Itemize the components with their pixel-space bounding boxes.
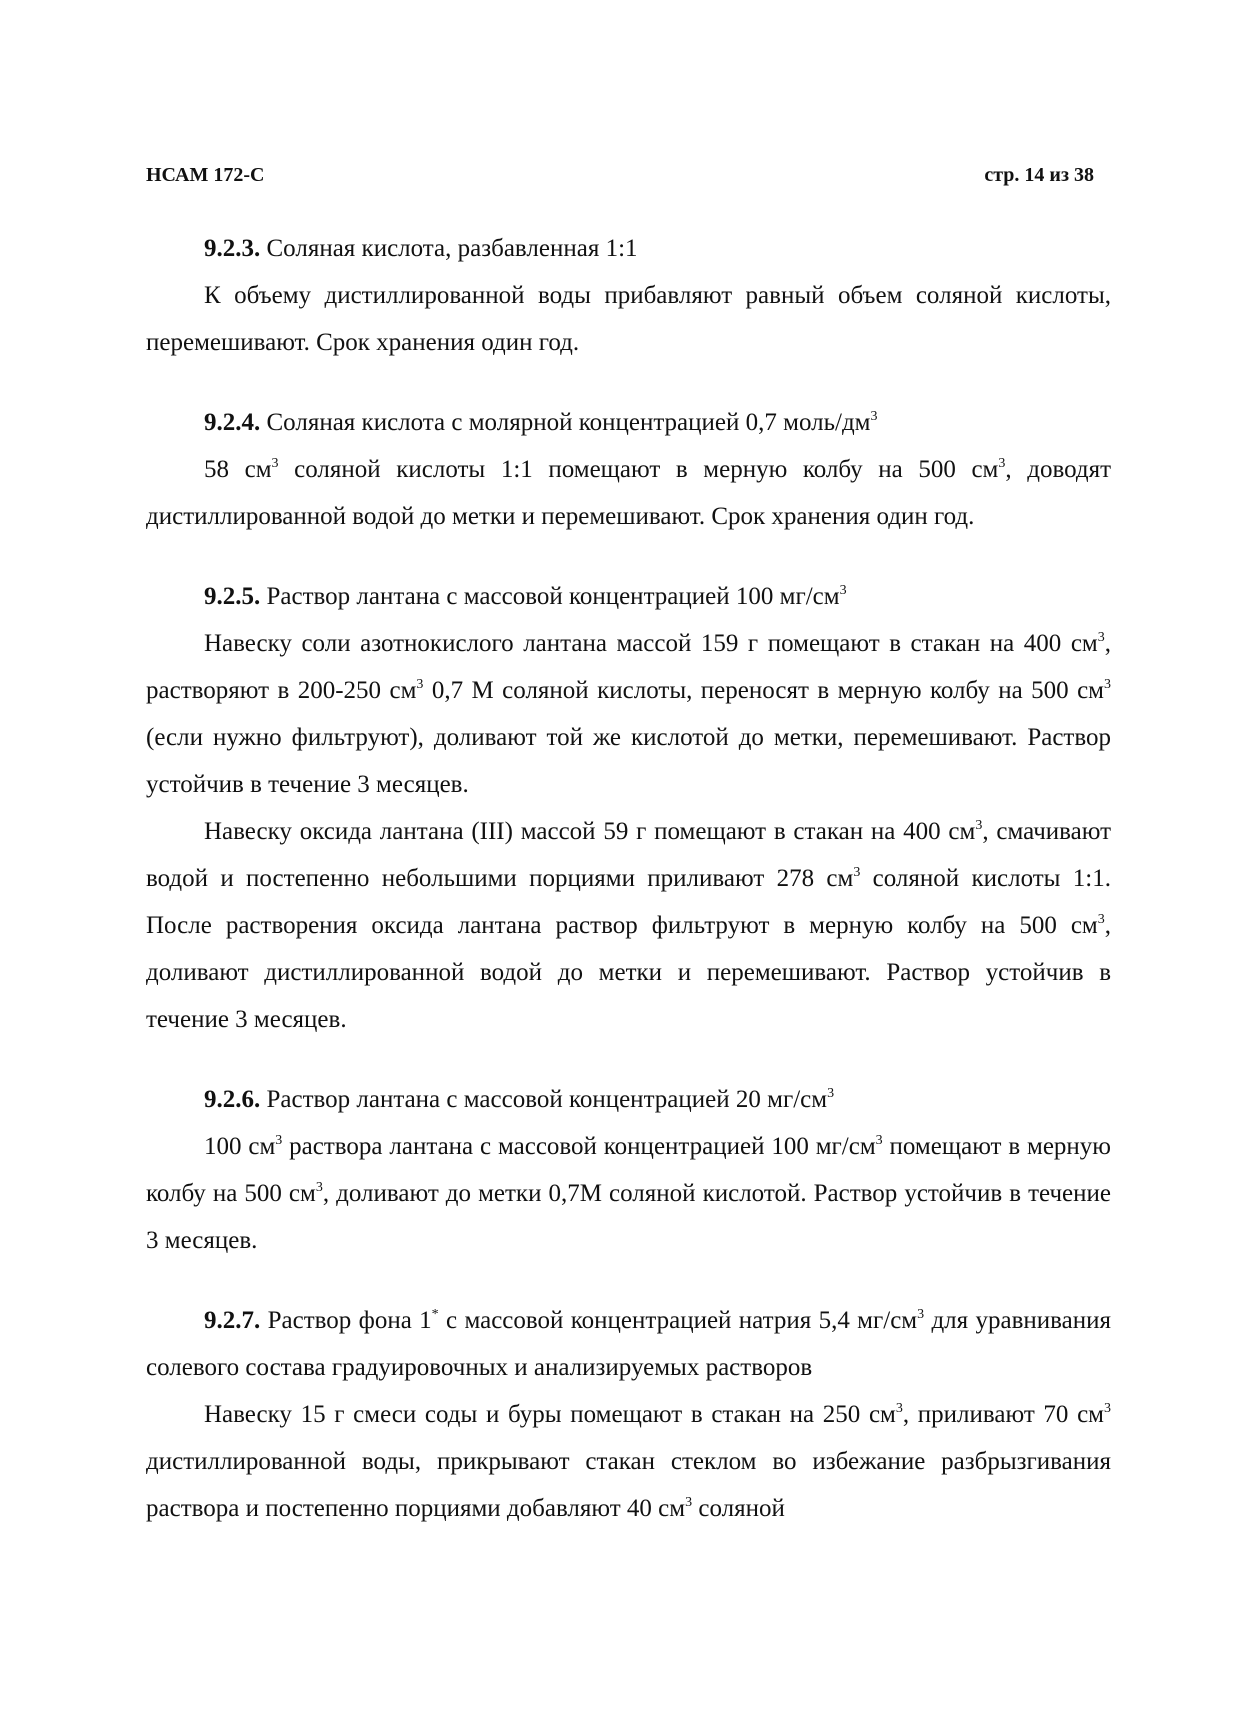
section-heading <box>146 573 1111 620</box>
superscript: 3 <box>275 1133 283 1148</box>
paragraph <box>146 1123 1111 1264</box>
paragraph <box>146 808 1111 1043</box>
section-title: с массовой концентрацией натрия 5,4 мг/см <box>438 1307 918 1334</box>
paragraph <box>146 1391 1111 1532</box>
superscript: 3 <box>998 456 1006 471</box>
paragraph-text: 100 см <box>204 1133 276 1160</box>
paragraph-text: (если нужно фильтруют), доливают той же кислотой до метки, перемешивают. Раствор устойчив в течение 3 месяцев. <box>146 724 1111 798</box>
superscript: 3 <box>917 1307 925 1322</box>
superscript: 3 <box>1103 677 1111 692</box>
superscript: 3 <box>416 677 424 692</box>
paragraph-text: помещают в мерную колбу на 500 см <box>146 1133 1111 1207</box>
section-number: 9.2.6. <box>204 1086 261 1113</box>
section-9-2-7 <box>146 1297 1111 1532</box>
document-body <box>146 225 1111 1532</box>
superscript: 3 <box>875 1133 883 1148</box>
section-heading <box>146 1297 1111 1391</box>
superscript: 3 <box>975 818 983 833</box>
paragraph-text: 0,7 М соляной кислоты, переносят в мерную колбу на 500 см <box>423 677 1104 704</box>
section-number: 9.2.3. <box>204 235 261 262</box>
paragraph-text: дистиллированной воды, прикрывают стакан стеклом во избежание разбрызгивания раствора и постепенно порциями добавляют 40 см <box>146 1448 1111 1522</box>
page-header <box>146 164 1094 194</box>
superscript: 3 <box>1097 630 1105 645</box>
superscript: 3 <box>853 865 861 880</box>
paragraph-text: К объему дистиллированной воды прибавляют равный объем соляной кислоты, перемешивают. Срок хранения один год. <box>146 282 1111 356</box>
section-title: Соляная кислота, разбавленная 1:1 <box>266 235 638 262</box>
section-heading <box>146 1076 1111 1123</box>
section-title: для уравнивания солевого состава градуировочных и анализируемых растворов <box>146 1307 1111 1381</box>
paragraph-text: , приливают 70 см <box>902 1401 1105 1428</box>
superscript: 3 <box>827 1086 835 1101</box>
paragraph-text: соляной <box>692 1495 785 1522</box>
section-number: 9.2.4. <box>204 409 261 436</box>
superscript: 3 <box>895 1401 903 1416</box>
section-heading <box>146 399 1111 446</box>
paragraph <box>146 272 1111 366</box>
paragraph-text: соляной кислоты 1:1. После растворения оксида лантана раствор фильтруют в мерную колбу на 500 см <box>146 865 1111 939</box>
paragraph <box>146 620 1111 808</box>
section-9-2-6 <box>146 1076 1111 1264</box>
section-9-2-3 <box>146 225 1111 366</box>
superscript: 3 <box>839 583 847 598</box>
paragraph-text: Навеску соли азотнокислого лантана массой 159 г помещают в стакан на 400 см <box>204 630 1098 657</box>
section-title: Раствор лантана с массовой концентрацией 20 мг/см <box>266 1086 828 1113</box>
paragraph <box>146 446 1111 540</box>
paragraph-text: соляной кислоты 1:1 помещают в мерную колбу на 500 см <box>278 456 999 483</box>
superscript: 3 <box>271 456 279 471</box>
section-title: Раствор лантана с массовой концентрацией 100 мг/см <box>266 583 840 610</box>
paragraph-text: , доливают до метки 0,7М соляной кислотой. Раствор устойчив в течение 3 месяцев. <box>146 1180 1112 1254</box>
section-title: Соляная кислота с молярной концентрацией 0,7 моль/дм <box>266 409 871 436</box>
page-number: стр. 14 из 38 <box>984 164 1094 186</box>
paragraph-text: 58 см <box>204 456 272 483</box>
section-number: 9.2.5. <box>204 583 261 610</box>
section-heading <box>146 225 1111 272</box>
paragraph-text: , доводят дистиллированной водой до метки и перемешивают. Срок хранения один год. <box>146 456 1112 530</box>
section-title: Раствор фона 1 <box>267 1307 432 1334</box>
superscript: 3 <box>1097 912 1105 927</box>
superscript: 3 <box>315 1180 323 1195</box>
superscript: 3 <box>1104 1401 1112 1416</box>
footnote-marker: * <box>431 1307 439 1322</box>
section-9-2-5 <box>146 573 1111 1043</box>
superscript: 3 <box>870 409 878 424</box>
paragraph-text: Навеску 15 г смеси соды и буры помещают в стакан на 250 см <box>204 1401 896 1428</box>
section-number: 9.2.7. <box>204 1307 261 1334</box>
paragraph-text: раствора лантана с массовой концентрацией 100 мг/см <box>282 1133 876 1160</box>
document-id: НСАМ 172-С <box>146 164 265 186</box>
paragraph-text: , доливают дистиллированной водой до метки и перемешивают. Раствор устойчив в течение 3 месяцев. <box>146 912 1111 1033</box>
section-9-2-4 <box>146 399 1111 540</box>
superscript: 3 <box>685 1495 693 1510</box>
paragraph-text: , растворяют в 200-250 см <box>146 630 1111 704</box>
paragraph-text: , смачивают водой и постепенно небольшими порциями приливают 278 см <box>146 818 1111 892</box>
paragraph-text: Навеску оксида лантана (III) массой 59 г помещают в стакан на 400 см <box>204 818 976 845</box>
